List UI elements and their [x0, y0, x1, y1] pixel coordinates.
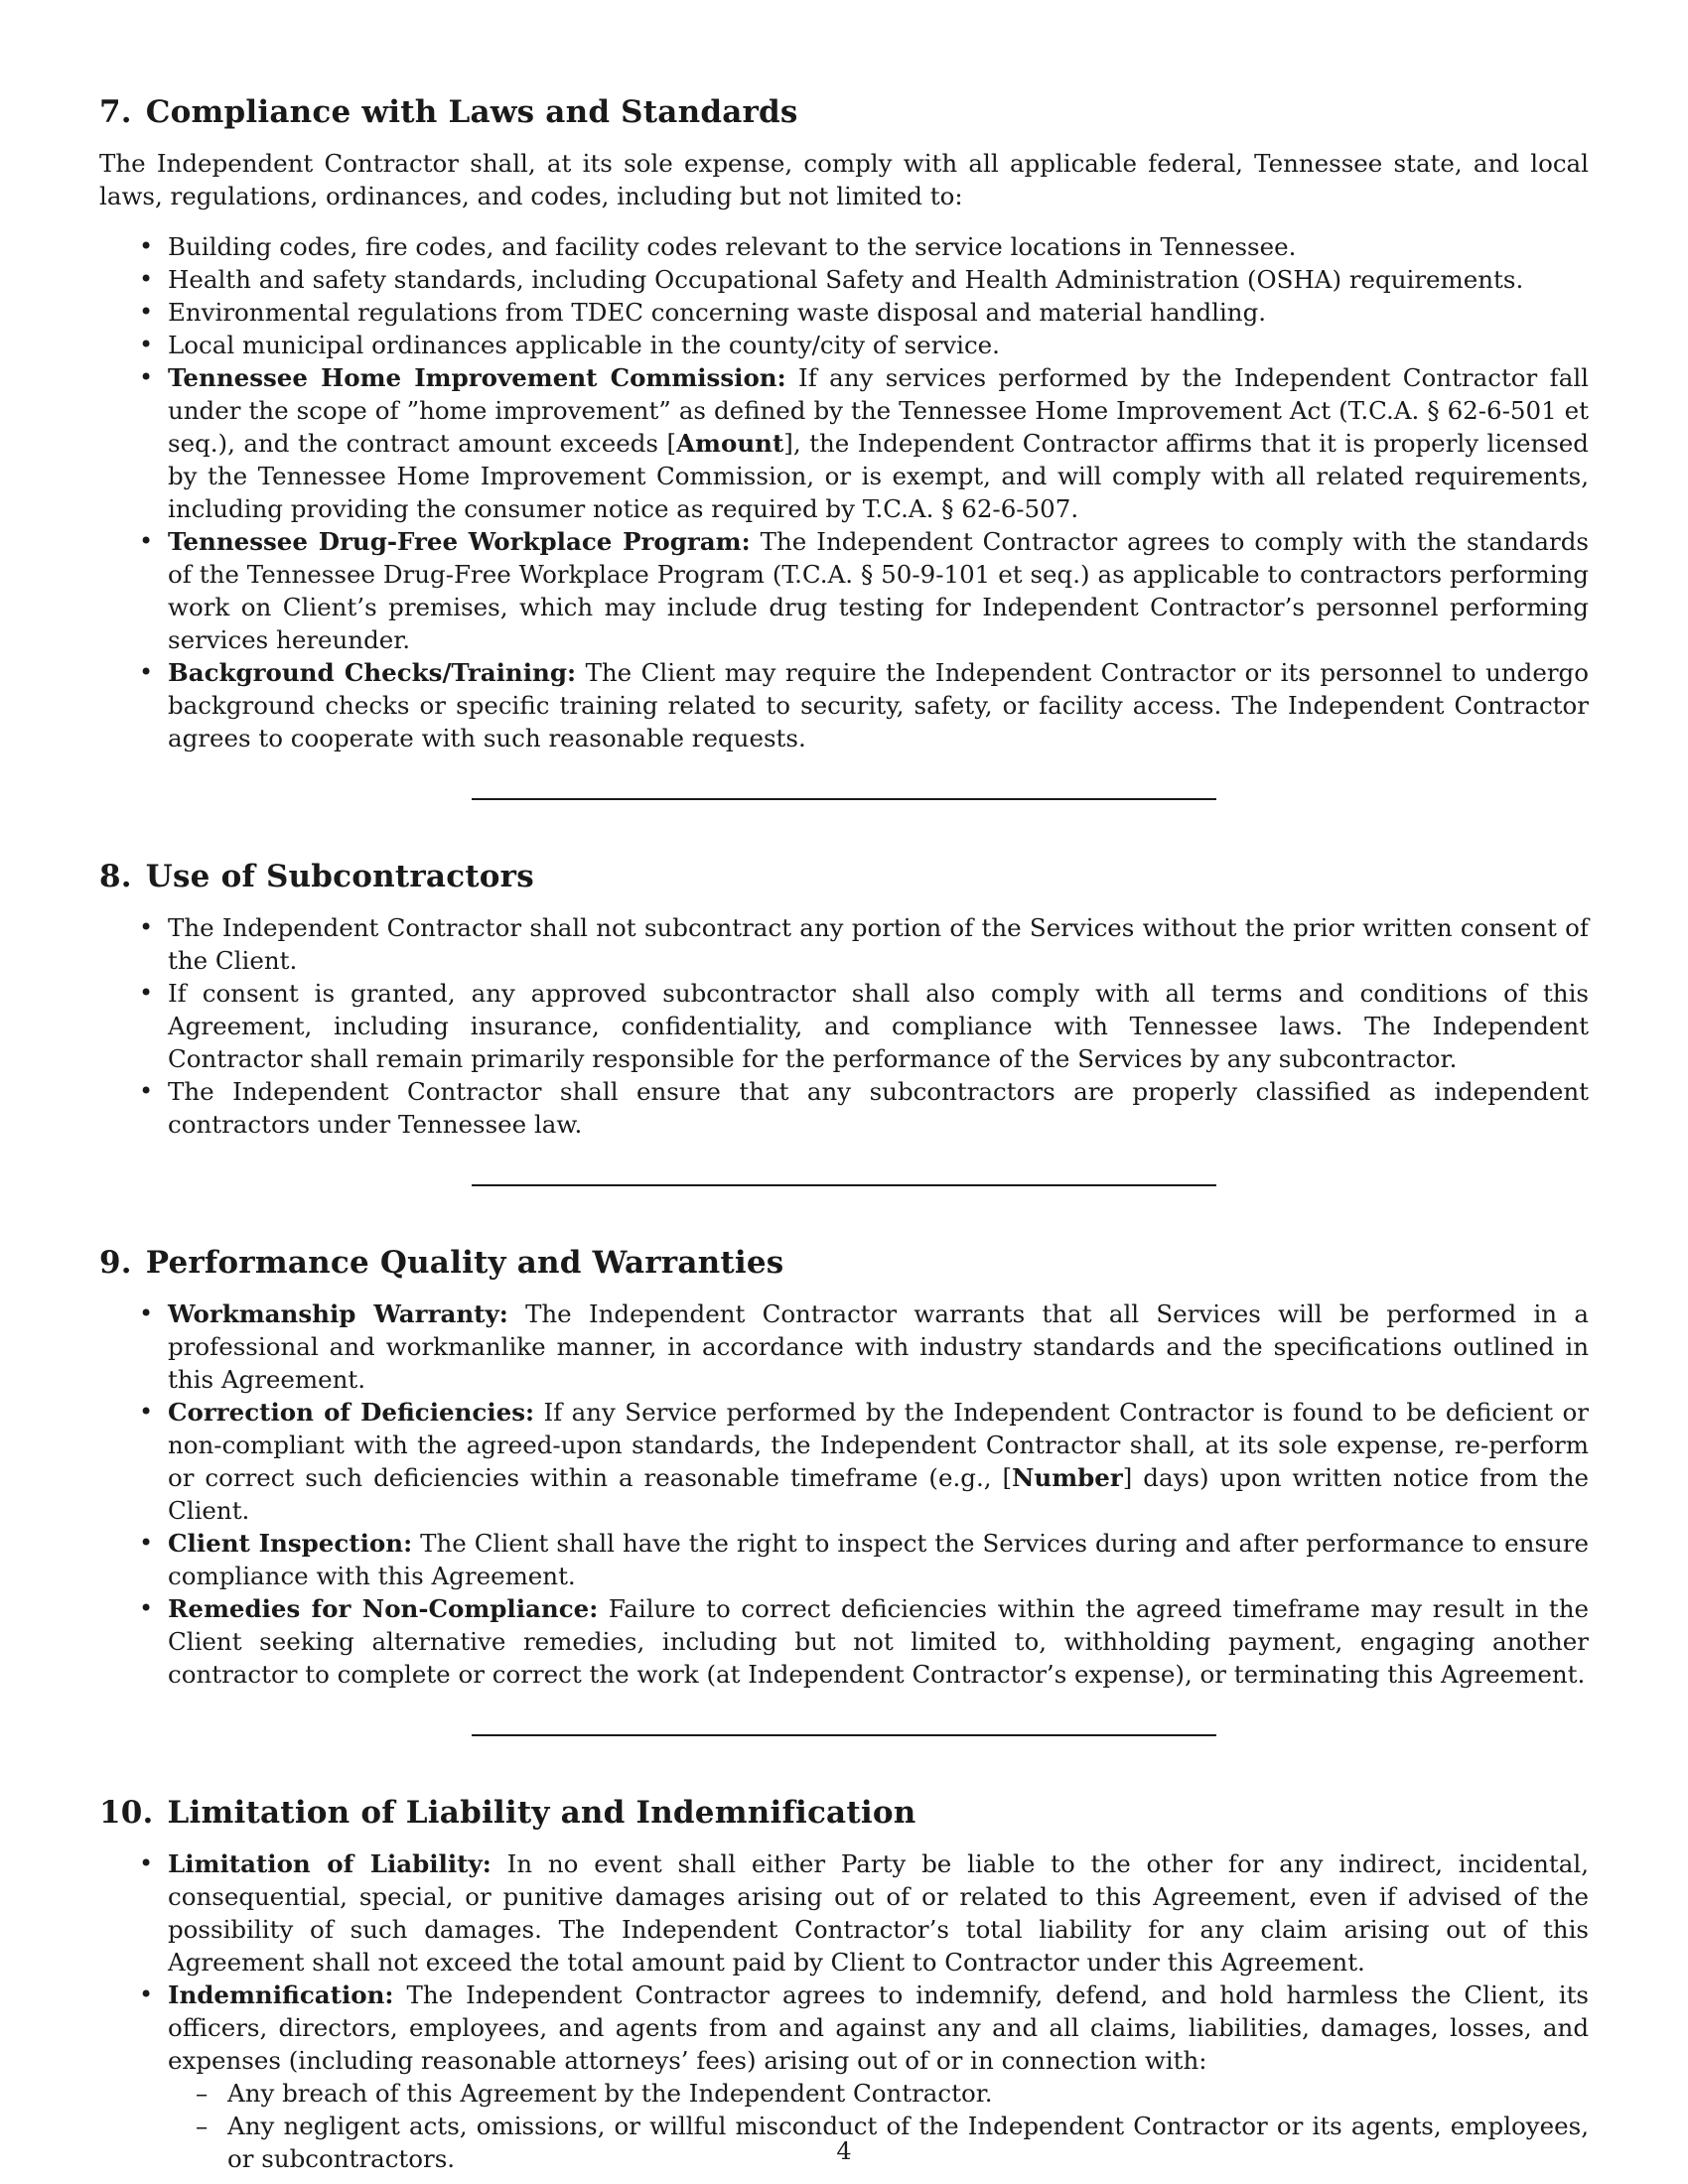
list-item	[99, 911, 1589, 977]
section-heading	[99, 1792, 1589, 1834]
list-item	[99, 525, 1589, 656]
item-label: Limitation of Liability:	[168, 1849, 492, 1878]
list-item	[99, 329, 1589, 361]
item-text: The Independent Contractor warrants that all Services will be performed in a professional and workmanlike manner, in accordance with industry standards and the specifications outlined in this Agreement.	[168, 1299, 1589, 1394]
item-label: Tennessee Home Improvement Commission:	[168, 363, 786, 392]
section-title: Use of Subcontractors	[145, 859, 534, 894]
placeholder-field: Amount	[676, 429, 784, 458]
section-heading	[99, 856, 1589, 897]
list-item	[99, 263, 1589, 296]
item-text: The Independent Contractor shall not subcontract any portion of the Services without the prior written consent of the Client.	[168, 913, 1589, 975]
item-text: In no event shall either Party be liable to the other for any indirect, incidental, consequential, special, or punitive damages arising out of or related to this Agreement, even if advised of the possibility of such damages. The Independent Contractor’s total liability for any claim arising out of this Agreement shall not exceed the total amount paid by Client to Contractor under this Agreement.	[168, 1849, 1589, 1977]
item-text: If consent is granted, any approved subcontractor shall also comply with all terms and conditions of this Agreement, including insurance, confidentiality, and compliance with Tennessee laws. The Independent Contractor shall remain primarily responsible for the performance of the Services by any subcontractor.	[168, 979, 1589, 1073]
item-text: If any Service performed by the Independent Contractor is found to be deficient or non-compliant with the agreed-upon standards, the Independent Contractor shall, at its sole expense, re-perform or correct such deficiencies within a reasonable timeframe (e.g., [	[168, 1398, 1589, 1492]
list-item	[99, 296, 1589, 329]
section-heading	[99, 1242, 1589, 1284]
section-heading	[99, 91, 1589, 133]
list-item	[99, 1075, 1589, 1141]
item-text: If any services performed by the Independent Contractor fall under the scope of ”home improvement” as defined by the Tennessee Home Improvement Act (T.C.A. § 62-6-501 et seq.), and the contract amount exceeds [	[168, 363, 1589, 458]
sub-item-text: Any breach of this Agreement by the Independent Contractor.	[227, 2079, 993, 2108]
section-number: 10.	[99, 1795, 154, 1831]
section-divider	[472, 1184, 1216, 1186]
item-label: Background Checks/Training:	[168, 658, 577, 687]
section-divider	[472, 1734, 1216, 1736]
item-text: ] days) upon written notice from the Client.	[168, 1463, 1589, 1525]
item-text: Local municipal ordinances applicable in the county/city of service.	[168, 331, 1000, 359]
section-divider	[472, 798, 1216, 800]
list-item	[99, 1527, 1589, 1592]
list-item	[99, 977, 1589, 1075]
item-label: Tennessee Drug-Free Workplace Program:	[168, 527, 751, 556]
bullet-list	[99, 911, 1589, 1141]
item-text: The Client may require the Independent Contractor or its personnel to undergo background checks or specific training related to security, safety, or facility access. The Independent Contractor agrees to cooperate with such reasonable requests.	[168, 658, 1589, 752]
section-number: 8.	[99, 859, 132, 894]
item-label: Client Inspection:	[168, 1529, 413, 1558]
item-text: The Independent Contractor shall ensure that any subcontractors are properly classified as independent contractors under Tennessee law.	[168, 1077, 1589, 1139]
sub-item-text: Any negligent acts, omissions, or willful misconduct of the Independent Contractor or its agents, employees, or subcontractors.	[227, 2112, 1589, 2173]
document-page	[99, 91, 1589, 2175]
section-subcontractors	[99, 856, 1589, 1141]
item-text: Failure to correct deficiencies within the agreed timeframe may result in the Client seeking alternative remedies, including but not limited to, withholding payment, engaging another contractor to complete or correct the work (at Independent Contractor’s expense), or terminating this Agreement.	[168, 1594, 1590, 1689]
section-intro: The Independent Contractor shall, at its sole expense, comply with all applicable federal, Tennessee state, and local laws, regulations, ordinances, and codes, including but not limited to:	[99, 149, 1589, 210]
section-performance	[99, 1242, 1589, 1691]
list-item	[99, 1396, 1589, 1527]
bullet-list	[99, 1847, 1589, 2175]
section-number: 9.	[99, 1245, 132, 1281]
item-text: Environmental regulations from TDEC concerning waste disposal and material handling.	[168, 298, 1267, 327]
item-label: Remedies for Non-Compliance:	[168, 1594, 599, 1623]
section-number: 7.	[99, 94, 132, 130]
section-title: Compliance with Laws and Standards	[145, 94, 798, 130]
section-compliance	[99, 91, 1589, 754]
item-text: The Independent Contractor agrees to comply with the standards of the Tennessee Drug-Free Workplace Program (T.C.A. § 50-9-101 et seq.) as applicable to contractors performing work on Client’s premises, which may include drug testing for Independent Contractor’s personnel performing services hereunder.	[168, 527, 1590, 654]
page-number: 4	[836, 2137, 852, 2165]
list-item	[99, 1297, 1589, 1396]
item-text: The Client shall have the right to inspect the Services during and after performance to ensure compliance with this Agreement.	[168, 1529, 1590, 1590]
item-label: Indemnification:	[168, 1980, 394, 2009]
section-title: Limitation of Liability and Indemnification	[167, 1795, 916, 1831]
bullet-list	[99, 1297, 1589, 1691]
list-item	[99, 656, 1589, 754]
item-text: Health and safety standards, including Occupational Safety and Health Administration (OSHA) requirements.	[168, 265, 1524, 294]
item-label: Correction of Deficiencies:	[168, 1398, 535, 1427]
item-label: Workmanship Warranty:	[168, 1299, 508, 1328]
item-text: The Independent Contractor agrees to indemnify, defend, and hold harmless the Client, its officers, directors, employees, and agents from and against any and all claims, liabilities, damages, losses, and expenses (including reasonable attorneys’ fees) arising out of or in connection with:	[168, 1980, 1589, 2075]
list-item	[99, 1847, 1589, 1979]
list-item	[99, 361, 1589, 525]
sub-list-item	[168, 2077, 1589, 2110]
item-text: ], the Independent Contractor affirms that it is properly licensed by the Tennessee Home Improvement Commission, or is exempt, and will comply with all related requirements, including providing the consumer notice as required by T.C.A. § 62-6-507.	[168, 429, 1589, 523]
placeholder-field: Number	[1012, 1463, 1123, 1492]
item-text: Building codes, fire codes, and facility codes relevant to the service locations in Tennessee.	[168, 232, 1297, 261]
section-liability	[99, 1792, 1589, 2175]
list-item	[99, 230, 1589, 263]
section-title: Performance Quality and Warranties	[145, 1245, 784, 1281]
bullet-list	[99, 230, 1589, 754]
list-item	[99, 1592, 1589, 1691]
